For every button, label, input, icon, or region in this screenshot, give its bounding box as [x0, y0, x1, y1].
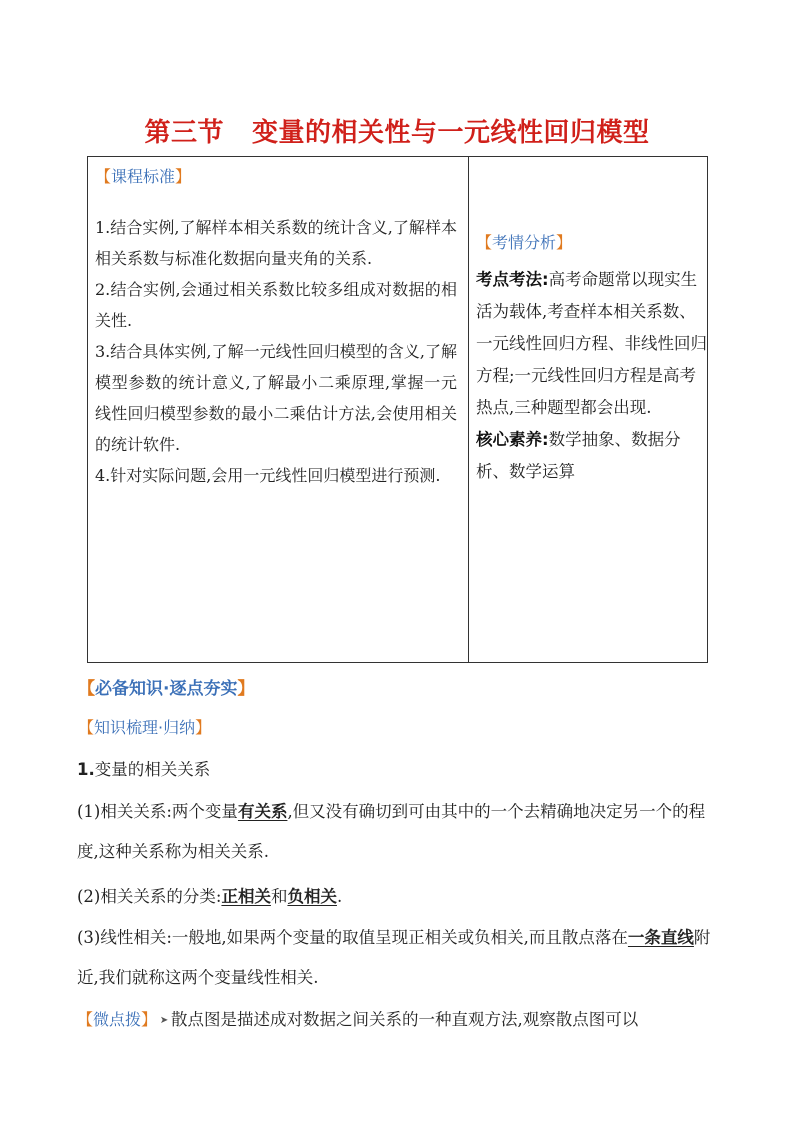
tip-tag: 【微点拨】	[77, 1010, 158, 1029]
fill-blank-answer: 负相关	[287, 887, 337, 906]
standard-item: 1.结合实例,了解样本相关系数的统计含义,了解样本相关系数与标准化数据向量夹角的关系.	[95, 218, 457, 268]
fill-blank-answer: 一条直线	[627, 928, 694, 947]
core-literacy-text: 数学抽象、数据分析、数学运算	[476, 430, 681, 481]
p1-suffix: ,但又没有确切到可由其中的一个去精确地决定另一个的程度,这种关系称为相关关系.	[77, 802, 706, 861]
knowledge-heading-1	[77, 750, 717, 790]
standard-item: 4.针对实际问题,会用一元线性回归模型进行预测.	[95, 466, 441, 485]
fill-blank-answer: 有关系	[237, 802, 288, 821]
exam-points-text: 高考命题常以现实生活为载体,考查样本相关系数、一元线性回归方程、非线性回归方程;一元线性回归方程是高考热点,三种题型都会出现.	[476, 270, 707, 417]
tip-line	[77, 1004, 727, 1036]
fill-blank-answer: 正相关	[221, 887, 271, 906]
section-number: 第三节	[144, 118, 224, 148]
standard-item: 3.结合具体实例,了解一元线性回归模型的含义,了解模型参数的统计意义,了解最小二乘原理,掌握一元线性回归模型参数的最小二乘估计方法,会使用相关的统计软件.	[95, 342, 457, 454]
section-subheading-text: 知识梳理·归纳	[94, 718, 196, 737]
exam-points-paragraph	[476, 264, 708, 424]
heading-number: 1.	[77, 760, 95, 779]
tip-label: 微点拨	[93, 1010, 142, 1029]
standard-item: 2.结合实例,会通过相关系数比较多组成对数据的相关性.	[95, 280, 457, 330]
tip-text: 散点图是描述成对数据之间关系的一种直观方法,观察散点图可以	[171, 1010, 639, 1029]
p3-prefix: (3)线性相关:一般地,如果两个变量的取值呈现正相关或负相关,而且散点落在	[77, 928, 628, 947]
heading-text: 变量的相关关系	[94, 760, 211, 779]
p3-suffix: 附近,我们就称这两个变量线性相关.	[77, 928, 711, 987]
exam-analysis-cell	[469, 157, 708, 663]
core-literacy-label: 核心素养:	[476, 430, 549, 449]
knowledge-paragraph-2	[77, 877, 717, 917]
exam-analysis-tag: 【考情分析】	[476, 233, 573, 252]
p2-and: 和	[270, 887, 288, 906]
section-topic: 变量的相关性与一元线性回归模型	[252, 118, 650, 148]
knowledge-paragraph-1	[77, 792, 717, 872]
course-standards-tag: 【课程标准】	[95, 167, 192, 186]
standards-table	[87, 156, 708, 663]
section-heading: 【必备知识·逐点夯实】	[78, 679, 255, 699]
arrow-right-small-icon: ➤	[159, 1014, 169, 1026]
knowledge-paragraph-3	[77, 918, 717, 998]
page-title	[0, 112, 794, 149]
course-standards-cell	[88, 157, 469, 663]
exam-points-label: 考点考法:	[476, 270, 549, 289]
p2-prefix: (2)相关关系的分类:	[77, 887, 222, 906]
section-subheading: 【知识梳理·归纳】	[78, 718, 212, 737]
p2-end: .	[336, 887, 343, 906]
section-heading-text: 必备知识·逐点夯实	[95, 679, 238, 699]
course-standards-label: 课程标准	[111, 167, 176, 186]
exam-analysis-label: 考情分析	[492, 233, 557, 252]
p1-prefix: (1)相关关系:两个变量	[77, 802, 238, 821]
core-literacy-paragraph	[476, 424, 708, 488]
